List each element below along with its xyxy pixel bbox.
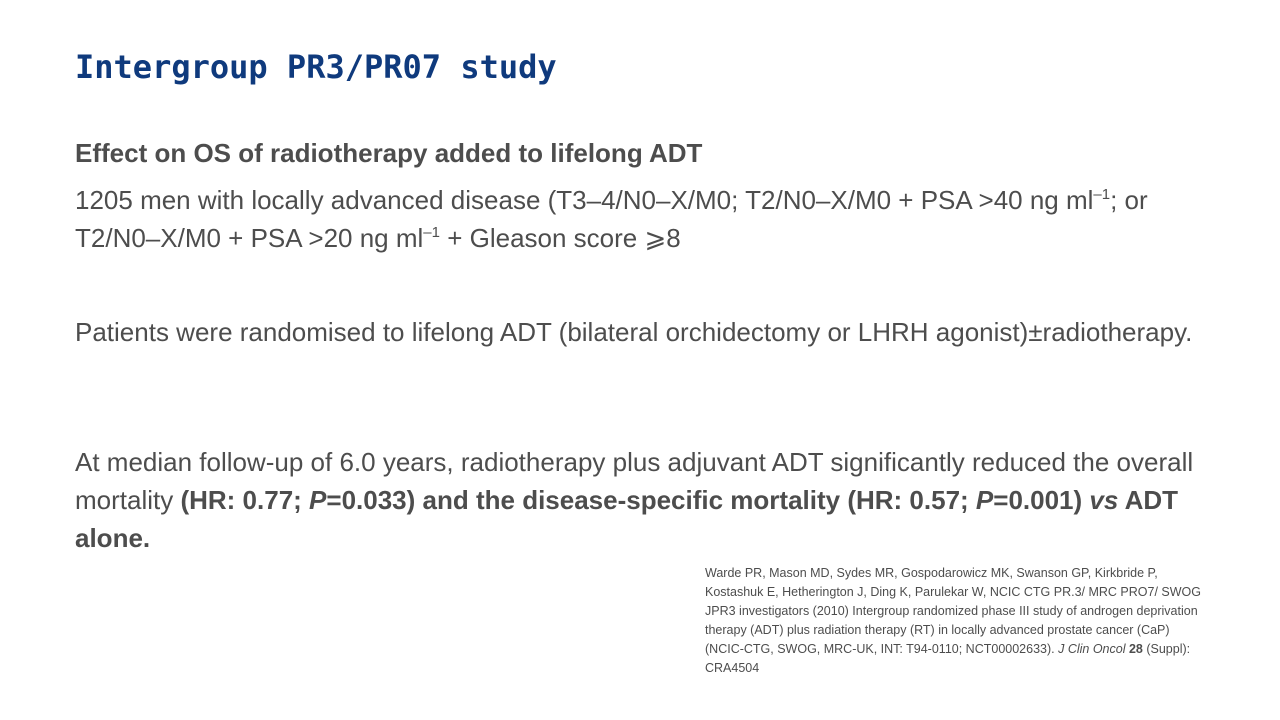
p3-text-b: (HR: 0.77; xyxy=(180,485,310,515)
p1-text-a: 1205 men with locally advanced disease (T3–4/N0–X/M0; T2/N0–X/M0 + PSA >40 ng ml xyxy=(75,185,1094,215)
slide-subtitle: Effect on OS of radiotherapy added to lifelong ADT xyxy=(75,138,703,168)
p3-text-c: =0.033) and the disease-specific mortality (HR: 0.57; xyxy=(326,485,976,515)
p3-text-a: At median follow-up of 6.0 years, radiotherapy plus adjuvant ADT significantly reduced the overall mortality xyxy=(75,447,1194,515)
p3-vs-italic: vs xyxy=(1089,485,1119,515)
results-paragraph xyxy=(75,443,1205,557)
p1-text-c: + Gleason score ⩾8 xyxy=(439,223,681,253)
randomisation-paragraph: Patients were randomised to lifelong ADT (bilateral orchidectomy or LHRH agonist)±radiotherapy. xyxy=(75,317,1193,347)
ref-journal: J Clin Oncol xyxy=(1058,642,1126,656)
ref-text-c: (Suppl): CRA4504 xyxy=(705,642,1191,675)
p3-p-italic-2: P xyxy=(975,485,994,515)
study-population-paragraph xyxy=(75,181,1205,257)
slide-title: Intergroup PR3/PR07 study xyxy=(75,48,557,86)
p1-superscript-1: –1 xyxy=(1093,186,1111,203)
ref-text-a: Warde PR, Mason MD, Sydes MR, Gospodarowicz MK, Swanson GP, Kirkbride P, Kostashuk E, Hetherington J, Ding K, Parulekar W, NCIC CTG PR.3/ MRC PRO7/ SWOG JPR3 investigators (2010) Intergroup randomized phase III study of androgen deprivation therapy (ADT) plus radiation therapy (RT) in locally advanced prostate cancer (CaP) (NCIC-CTG, SWOG, MRC-UK, INT: T94-0110; NCT00002633). xyxy=(705,566,1201,656)
p3-bold-results xyxy=(75,485,1178,553)
p3-text-d: =0.001) xyxy=(993,485,1090,515)
p1-text-b: ; or T2/N0–X/M0 + PSA >20 ng ml xyxy=(75,185,1148,253)
p1-superscript-2: –1 xyxy=(423,224,440,241)
reference-citation xyxy=(705,564,1210,678)
p3-text-e: ADT alone. xyxy=(75,485,1179,553)
p3-p-italic-1: P xyxy=(309,485,327,515)
ref-volume: 28 xyxy=(1128,642,1143,656)
